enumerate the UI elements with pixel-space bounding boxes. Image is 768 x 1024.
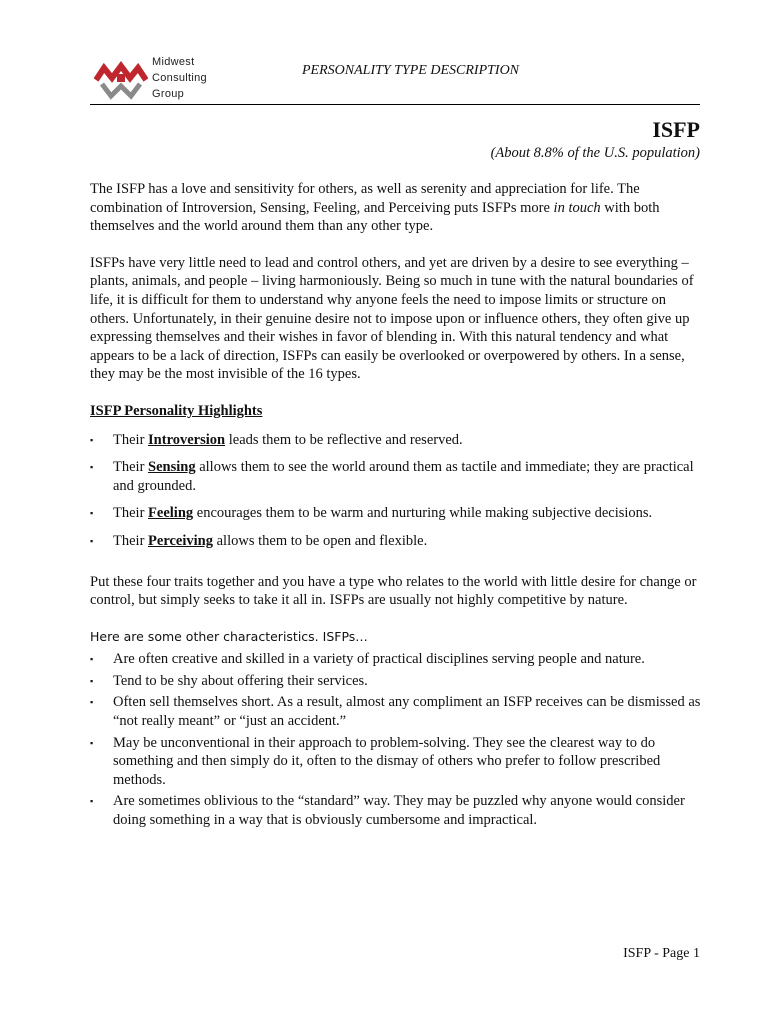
highlight-term: Feeling xyxy=(148,505,194,522)
intro-text-b: with both themselves and the world around them than any other type. xyxy=(90,199,660,235)
header-divider xyxy=(90,104,700,105)
characteristics-list xyxy=(90,650,702,829)
highlight-text: encourages them to be warm and nurturing while making subjective decisions. xyxy=(193,505,653,522)
logo-mark-icon xyxy=(94,58,148,100)
highlight-text: allows them to be open and flexible. xyxy=(213,532,428,549)
highlight-prefix: Their xyxy=(113,532,149,549)
highlight-text: leads them to be reflective and reserved. xyxy=(225,431,463,448)
highlight-item xyxy=(90,504,702,523)
highlight-item xyxy=(90,431,702,450)
intro-paragraph-1 xyxy=(90,180,702,236)
highlight-term: Perceiving xyxy=(148,532,213,549)
summary-paragraph: Put these four traits together and you have a type who relates to the world with little desire for change or control, but simply seeks to take it all in. ISFPs are usually not highly competitive by nature. xyxy=(90,573,697,609)
population-note: (About 8.8% of the U.S. population) xyxy=(490,145,700,161)
logo-line-1: Midwest xyxy=(152,56,195,68)
logo-line-3: Group xyxy=(152,88,185,100)
intro-text-a: The ISFP has a love and sensitivity for others, as well as serenity and appreciation for life. The combination of Introversion, Sensing, Feeling, and Perceiving puts ISFPs more xyxy=(90,181,640,216)
intro-paragraph-2: ISFPs have very little need to lead and control others, and yet are driven by a desire to see everything – plants, animals, and people – living harmoniously. Being so much in tune with the natural boundaries of life, it is difficult for them to understand why anyone feels the need to impose limits or structure on others. Unfortunately, in their genuine desire not to impose upon or influence others, they often give up expressing themselves and their wishes in favor of blending in. With this natural tendency and what appears to be a lack of direction, ISFPs can easily be overlooked or overpowered by others. In a sense, they may be the most invisible of the 16 types. xyxy=(90,254,694,383)
characteristics-lead: Here are some other characteristics. ISFPs… xyxy=(90,628,368,644)
characteristic-item: ▪ Tend to be shy about offering their services. xyxy=(90,672,702,691)
document-body xyxy=(90,180,702,833)
characteristic-item: ▪ Often sell themselves short. As a result, almost any compliment an ISFP receives can be dismissed as “not really meant” or “just an accident.” xyxy=(90,693,702,730)
type-code: ISFP xyxy=(652,117,700,142)
page-footer: ISFP - Page 1 xyxy=(623,946,700,961)
highlights-heading: ISFP Personality Highlights xyxy=(90,402,263,419)
highlight-term: Sensing xyxy=(148,459,196,476)
highlights-list xyxy=(90,431,702,551)
characteristic-item: ▪ Are sometimes oblivious to the “standard” way. They may be puzzled why anyone would consider doing something in a way that is obviously cumbersome and impractical. xyxy=(90,792,702,829)
logo-text xyxy=(152,54,207,102)
highlight-item xyxy=(90,458,702,495)
highlight-prefix: Their xyxy=(113,505,149,522)
company-logo xyxy=(94,54,234,106)
highlight-prefix: Their xyxy=(113,459,149,476)
characteristic-item: ▪ Are often creative and skilled in a variety of practical disciplines serving people and nature. xyxy=(90,650,702,669)
logo-line-2: Consulting xyxy=(152,72,207,84)
characteristic-item: ▪ May be unconventional in their approach to problem-solving. They see the clearest way to do something and then simply do it, often to the dismay of others who prefer to follow prescribed methods. xyxy=(90,734,702,790)
highlight-text: allows them to see the world around them as tactile and immediate; they are practical and grounded. xyxy=(113,459,694,494)
intro-emphasis: in touch xyxy=(553,199,601,216)
highlight-prefix: Their xyxy=(113,431,149,448)
document-title: PERSONALITY TYPE DESCRIPTION xyxy=(302,63,520,78)
highlight-item xyxy=(90,532,702,551)
highlight-term: Introversion xyxy=(148,431,226,448)
